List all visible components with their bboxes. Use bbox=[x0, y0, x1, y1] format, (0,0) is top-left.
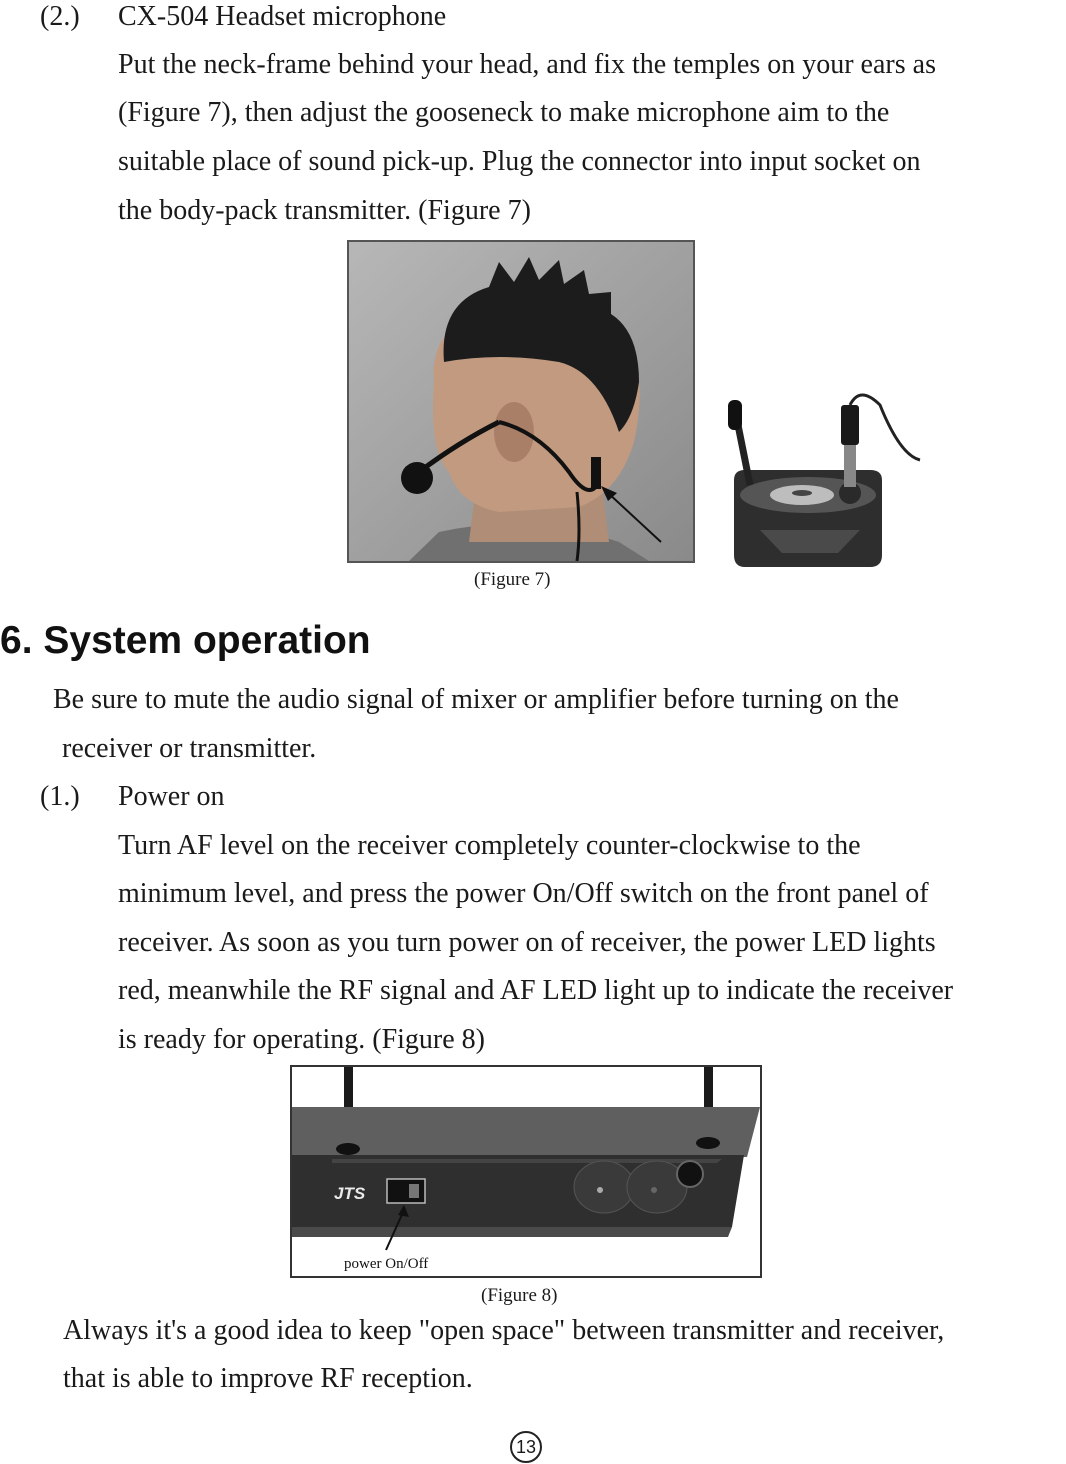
headset-paragraph-line: (Figure 7), then adjust the gooseneck to make microphone aim to the bbox=[118, 97, 890, 128]
section6-intro-line: Be sure to mute the audio signal of mixer or amplifier before turning on the bbox=[53, 684, 899, 715]
power-on-paragraph-line: Turn AF level on the receiver completely counter-clockwise to the bbox=[118, 830, 861, 861]
headset-paragraph-line: suitable place of sound pick-up. Plug the connector into input socket on bbox=[118, 146, 921, 177]
power-on-paragraph-line: red, meanwhile the RF signal and AF LED light up to indicate the receiver bbox=[118, 975, 954, 1006]
figure8-photo bbox=[290, 1065, 762, 1278]
section6-heading: 6. System operation bbox=[0, 619, 371, 662]
receiver-illustration bbox=[292, 1067, 760, 1276]
jts-logo: JTS bbox=[334, 1184, 366, 1203]
power-on-title: Power on bbox=[118, 781, 225, 812]
headset-wearer-illustration bbox=[349, 242, 693, 561]
headset-product-illustration bbox=[720, 385, 930, 575]
closing-line: Always it's a good idea to keep "open space" between transmitter and receiver, bbox=[63, 1315, 945, 1346]
power-on-paragraph-line: is ready for operating. (Figure 8) bbox=[118, 1024, 485, 1055]
figure7-caption: (Figure 7) bbox=[474, 569, 551, 590]
page-number: 13 bbox=[510, 1431, 542, 1463]
closing-line: that is able to improve RF reception. bbox=[63, 1363, 473, 1394]
figure8-caption: (Figure 8) bbox=[481, 1285, 558, 1306]
headset-paragraph-line: Put the neck-frame behind your head, and fix the temples on your ears as bbox=[118, 49, 936, 80]
section6-intro-line: receiver or transmitter. bbox=[62, 733, 317, 764]
power-switch bbox=[387, 1179, 425, 1203]
figure7-photo bbox=[347, 240, 695, 563]
headset-paragraph-line: the body-pack transmitter. (Figure 7) bbox=[118, 195, 531, 226]
microphone-foam-icon bbox=[401, 462, 433, 494]
headset-section-title: CX-504 Headset microphone bbox=[118, 1, 447, 32]
power-switch-callout: power On/Off bbox=[344, 1256, 429, 1272]
power-on-paragraph-line: receiver. As soon as you turn power on of receiver, the power LED lights bbox=[118, 927, 936, 958]
power-on-paragraph-line: minimum level, and press the power On/Off switch on the front panel of bbox=[118, 878, 929, 909]
power-on-marker: (1.) bbox=[40, 781, 80, 812]
headset-section-marker: (2.) bbox=[40, 1, 80, 32]
